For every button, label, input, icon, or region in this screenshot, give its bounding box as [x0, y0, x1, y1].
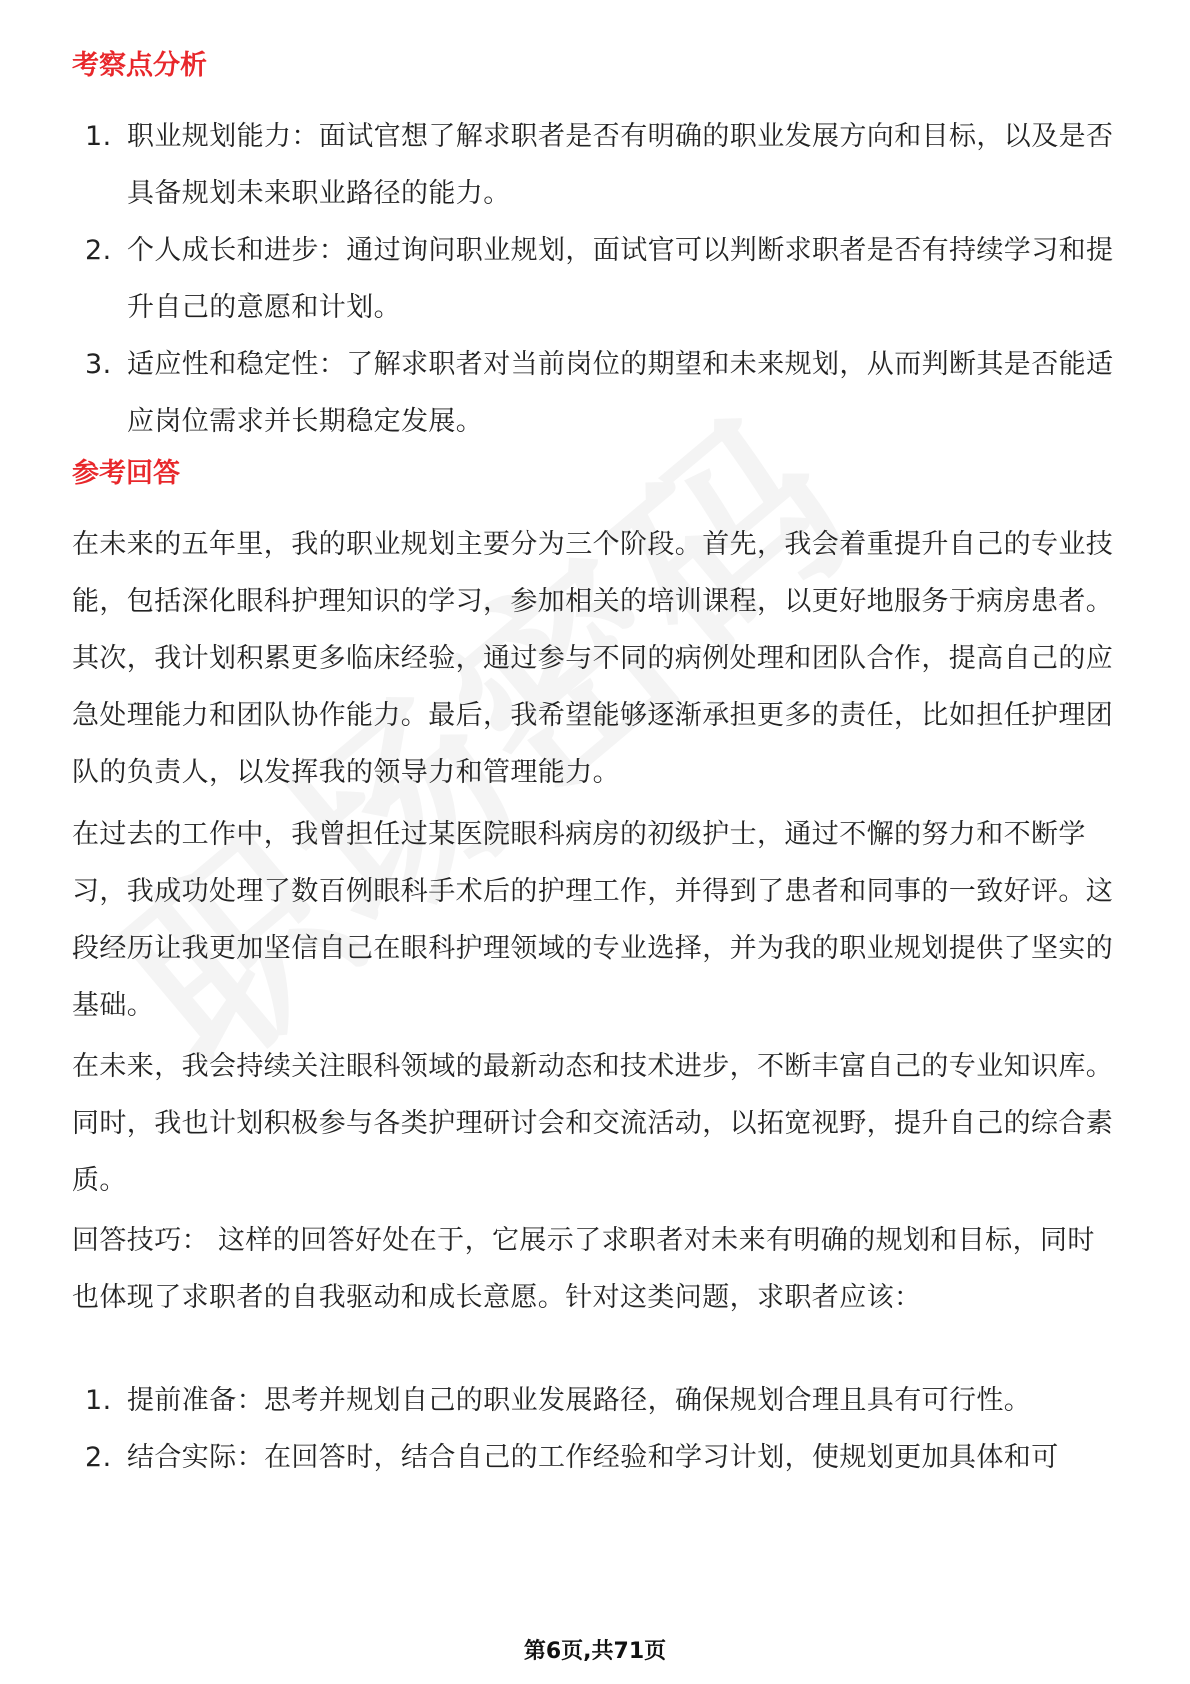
- list-item: [72, 222, 1122, 336]
- answer-paragraph-1: 在未来的五年里，我的职业规划主要分为三个阶段。首先，我会着重提升自己的专业技能，包括深化眼科护理知识的学习，参加相关的培训课程，以更好地服务于病房患者。其次，我计划积累更多临床经验，通过参与不同的病例处理和团队合作，提高自己的应急处理能力和团队协作能力。最后，我希望能够逐渐承担更多的责任，比如担任护理团队的负责人，以发挥我的领导力和管理能力。: [72, 529, 1114, 788]
- section-title-answer: 参考回答: [72, 458, 180, 489]
- tips-list: [72, 1372, 1122, 1486]
- list-number: 1.: [85, 121, 112, 152]
- list-item-text: 适应性和稳定性：了解求职者对当前岗位的期望和未来规划，从而判断其是否能适应岗位需求并长期稳定发展。: [127, 349, 1114, 437]
- list-number: 2.: [85, 1442, 112, 1473]
- list-number: 2.: [85, 235, 112, 266]
- analysis-list: [72, 108, 1122, 450]
- list-item-text: 提前准备：思考并规划自己的职业发展路径，确保规划合理且具有可行性。: [127, 1385, 1032, 1416]
- section-title-analysis: 考察点分析: [72, 50, 207, 81]
- list-item: [72, 336, 1122, 450]
- list-item: [72, 1429, 1122, 1486]
- answer-paragraph-2: 在过去的工作中，我曾担任过某医院眼科病房的初级护士，通过不懈的努力和不断学习，我成功处理了数百例眼科手术后的护理工作，并得到了患者和同事的一致好评。这段经历让我更加坚信自己在眼科护理领域的专业选择，并为我的职业规划提供了坚实的基础。: [72, 819, 1114, 1021]
- list-item: [72, 108, 1122, 222]
- list-item-text: 职业规划能力：面试官想了解求职者是否有明确的职业发展方向和目标，以及是否具备规划未来职业路径的能力。: [127, 121, 1114, 209]
- list-item-text: 结合实际：在回答时，结合自己的工作经验和学习计划，使规划更加具体和可: [127, 1442, 1059, 1473]
- list-item-text: 个人成长和进步：通过询问职业规划，面试官可以判断求职者是否有持续学习和提升自己的意愿和计划。: [127, 235, 1114, 323]
- list-item: [72, 1372, 1122, 1429]
- answer-tips-intro: 回答技巧： 这样的回答好处在于，它展示了求职者对未来有明确的规划和目标，同时也体现了求职者的自我驱动和成长意愿。针对这类问题，求职者应该：: [72, 1225, 1095, 1313]
- answer-paragraph-3: 在未来，我会持续关注眼科领域的最新动态和技术进步，不断丰富自己的专业知识库。同时，我也计划积极参与各类护理研讨会和交流活动，以拓宽视野，提升自己的综合素质。: [72, 1051, 1114, 1196]
- page-footer: 第6页,共71页: [523, 1639, 667, 1664]
- list-number: 3.: [85, 349, 112, 380]
- list-number: 1.: [85, 1385, 112, 1416]
